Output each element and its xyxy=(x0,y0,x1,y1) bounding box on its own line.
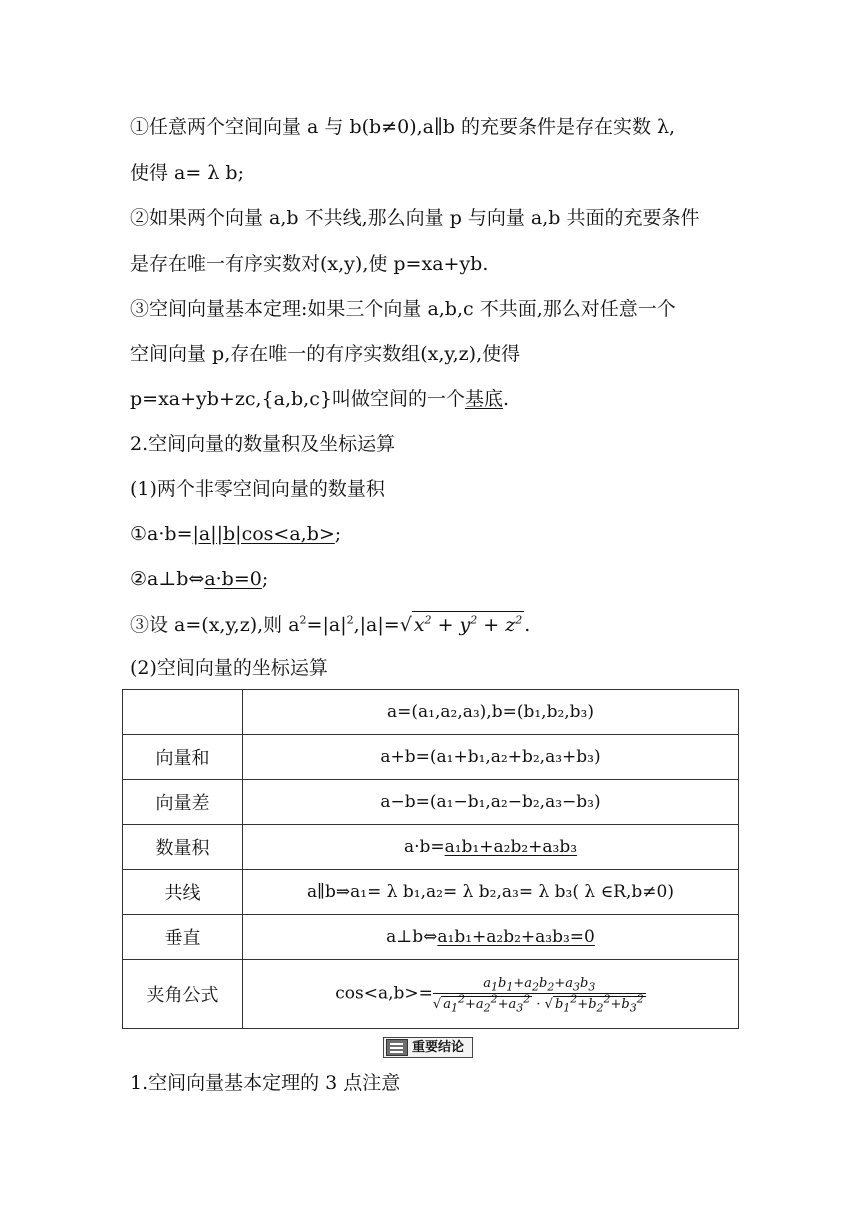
section-heading: 2.空间向量的数量积及坐标运算 xyxy=(130,433,396,455)
table-row-label: 向量和 xyxy=(123,735,243,780)
text-segment: a⊥b⇔ xyxy=(386,927,438,947)
text-segment: . xyxy=(502,388,510,410)
text-line: 空间向量 p,存在唯一的有序实数组(x,y,z),使得 xyxy=(130,343,521,365)
table-cell xyxy=(243,915,739,960)
text-segment: ①a·b= xyxy=(130,523,193,545)
text-line xyxy=(130,386,509,412)
text-segment: ; xyxy=(334,523,342,545)
formula-answer: |a||b|cos<a,b> xyxy=(192,523,335,545)
text-segment: =|a| xyxy=(306,614,347,636)
table-row-label: 共线 xyxy=(123,870,243,915)
text-segment: ②a⊥b⇔ xyxy=(130,568,205,590)
table-cell xyxy=(243,825,739,870)
text-segment: p=xa+yb+zc,{a,b,c}叫做空间的一个 xyxy=(130,388,465,410)
table-row xyxy=(123,870,739,915)
table-row xyxy=(123,690,739,735)
badge-label: 重要结论 xyxy=(412,1040,465,1055)
formula-answer: a₁b₁+a₂b₂+a₃b₃=0 xyxy=(437,927,595,947)
basis-term: 基底 xyxy=(464,388,503,410)
formula-answer: a·b=0 xyxy=(204,568,262,590)
coordinate-operations-table xyxy=(122,689,739,1029)
key-conclusion-badge xyxy=(383,1037,473,1058)
table-cell xyxy=(123,690,243,735)
text-line: 是存在唯一有序实数对(x,y),使 p=xa+yb. xyxy=(130,253,489,275)
text-segment: a·b= xyxy=(403,837,445,857)
subsection-heading: (1)两个非零空间向量的数量积 xyxy=(130,478,385,500)
note-icon xyxy=(386,1039,408,1056)
table-row xyxy=(123,960,739,1029)
formula-answer: a₁b₁+a₂b₂+a₃b₃ xyxy=(444,837,578,857)
text-segment: ③设 a=(x,y,z),则 a xyxy=(130,614,300,636)
sqrt-expression: √ $x^2 + y^2 + z^2$ xyxy=(400,611,525,638)
text-segment: ,|a|= xyxy=(353,614,400,636)
table-cell: a∥b⇒a₁= λ b₁,a₂= λ b₂,a₃= λ b₃( λ ∈R,b≠0) xyxy=(243,870,739,915)
table-row-label: 垂直 xyxy=(123,915,243,960)
table-row-label: 夹角公式 xyxy=(123,960,243,1029)
text-line: 使得 a= λ b; xyxy=(130,162,244,184)
table-row-label: 向量差 xyxy=(123,780,243,825)
table-cell: a+b=(a₁+b₁,a₂+b₂,a₃+b₃) xyxy=(243,735,739,780)
text-line xyxy=(130,566,268,592)
table-row xyxy=(123,780,739,825)
text-line: ②如果两个向量 a,b 不共线,那么向量 p 与向量 a,b 共面的充要条件 xyxy=(130,207,700,229)
text-line: ③空间向量基本定理:如果三个向量 a,b,c 不共面,那么对任意一个 xyxy=(130,298,676,320)
table-row xyxy=(123,825,739,870)
section-heading: 1.空间向量基本定理的 3 点注意 xyxy=(130,1072,401,1094)
text-line xyxy=(130,521,341,547)
table-row-label: 数量积 xyxy=(123,825,243,870)
angle-formula-fraction: $\frac{a_1b_1+a_2b_2+a_3b_3}{√ a_1^2+a_2^2+a_3^2 \cdot √ b_1^2+b_2^2+b_3^2}$ xyxy=(432,976,644,1015)
text-line: ③设 a=(x,y,z),则 $a^2=|a|^2,|a|=√$ $x^2 + y^2 + z^2$ . xyxy=(130,611,530,638)
table-cell: a=(a₁,a₂,a₃),b=(b₁,b₂,b₃) xyxy=(243,690,739,735)
table-cell xyxy=(243,960,739,1029)
text-line: ①任意两个空间向量 a 与 b(b≠0),a∥b 的充要条件是存在实数 λ, xyxy=(130,116,676,138)
subsection-heading: (2)空间向量的坐标运算 xyxy=(130,657,328,679)
table-row xyxy=(123,735,739,780)
table-row xyxy=(123,915,739,960)
table-cell: a−b=(a₁−b₁,a₂−b₂,a₃−b₃) xyxy=(243,780,739,825)
text-segment: cos<a,b>= xyxy=(335,983,433,1004)
text-segment: ; xyxy=(261,568,269,590)
